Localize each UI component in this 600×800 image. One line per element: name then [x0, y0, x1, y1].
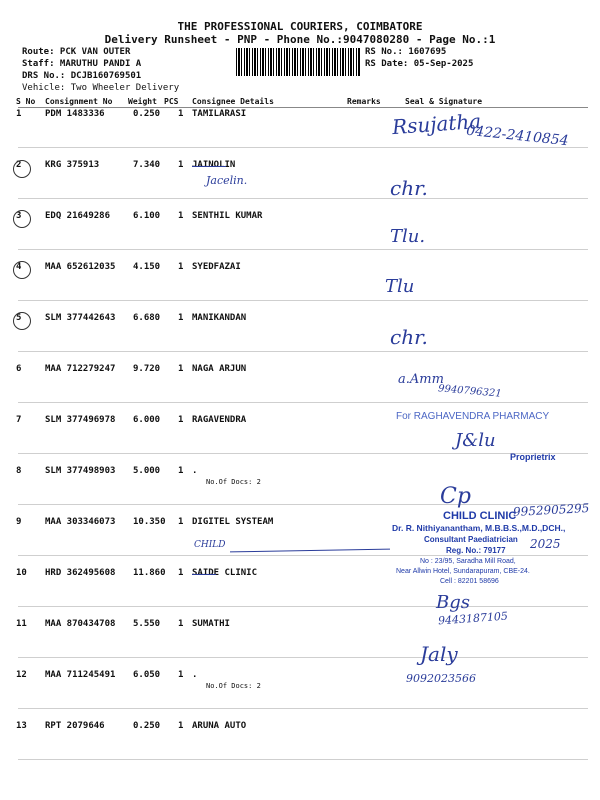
cell-consignment: KRG 375913: [45, 160, 100, 170]
signature-13: Jaly: [420, 642, 458, 666]
cell-consignee: ARUNA AUTO: [192, 721, 247, 731]
runsheet-title: Delivery Runsheet - PNP - Phone No.:9047080280 - Page No.:1: [104, 33, 496, 46]
cell-consignment: MAA 712279247: [45, 364, 116, 374]
cell-consignee: NAGA ARJUN: [192, 364, 247, 374]
col-remarks: Remarks: [347, 97, 381, 106]
cell-sno: 4: [16, 262, 22, 272]
row-rule: [18, 147, 588, 148]
cell-weight: 11.860: [133, 568, 166, 578]
cell-consignee: TAMILARASI: [192, 109, 247, 119]
signature-2: chr.: [390, 176, 428, 200]
doctor-title: Consultant Paediatrician: [424, 535, 518, 544]
cell-consignment: SLM 377442643: [45, 313, 116, 323]
vehicle: Vehicle: Two Wheeler Delivery: [22, 83, 180, 93]
cell-pcs: 1: [178, 262, 184, 272]
circle-mark: [13, 261, 31, 279]
strike-mark: [192, 574, 216, 575]
cell-sno: 7: [16, 415, 22, 425]
circle-mark: [13, 312, 31, 330]
cell-consignment: MAA 652612035: [45, 262, 116, 272]
signature-13-phone: 9092023566: [406, 672, 476, 685]
cell-pcs: 1: [178, 568, 184, 578]
drs-number: DRS No.: DCJB160769501: [22, 71, 142, 81]
header-rule: [18, 107, 588, 108]
clinic-phone: 9952905295: [512, 501, 590, 519]
cell-sno: 9: [16, 517, 22, 527]
cell-consignment: SLM 377498903: [45, 466, 116, 476]
docs-count: No.Of Docs: 2: [206, 478, 261, 486]
cell-consignment: SLM 377496978: [45, 415, 116, 425]
cell-consignee: SENTHIL KUMAR: [192, 211, 263, 221]
cell-pcs: 1: [178, 313, 184, 323]
cell-pcs: 1: [178, 109, 184, 119]
cell-consignment: MAA 870434708: [45, 619, 116, 629]
cell-consignee: .: [192, 670, 198, 680]
signature-11-phone: 9443187105: [437, 609, 509, 628]
cell-pcs: 1: [178, 517, 184, 527]
circle-mark: [13, 210, 31, 228]
cell-sno: 12: [16, 670, 27, 680]
pharmacy-stamp: For RAGHAVENDRA PHARMACY: [396, 411, 550, 422]
row-rule: [18, 657, 588, 658]
cell-sno: 8: [16, 466, 22, 476]
docs-count: No.Of Docs: 2: [206, 682, 261, 690]
pen-stroke: [230, 549, 390, 553]
cell-weight: 4.150: [133, 262, 161, 272]
clinic-date: 2025: [530, 537, 561, 551]
cell-weight: 6.050: [133, 670, 161, 680]
cell-weight: 6.680: [133, 313, 161, 323]
cell-sno: 13: [16, 721, 27, 731]
clinic-stamp: CHILD CLINIC: [443, 510, 517, 522]
signature-5: chr.: [390, 325, 428, 349]
cell-sno: 11: [16, 619, 27, 629]
col-pcs: PCS: [164, 97, 179, 106]
cell-weight: 6.100: [133, 211, 161, 221]
cell-sno: 5: [16, 313, 22, 323]
col-weight: Weight: [128, 97, 157, 106]
cell-sno: 6: [16, 364, 22, 374]
row-rule: [18, 300, 588, 301]
signature-1: Rsujatha: [391, 108, 482, 140]
cell-weight: 0.250: [133, 721, 161, 731]
row-rule: [18, 351, 588, 352]
cell-sno: 3: [16, 211, 22, 221]
clinic-signature: Cp: [440, 484, 471, 509]
rs-number: RS No.: 1607695: [365, 47, 447, 57]
cell-consignee: JAINOLIN: [192, 160, 236, 170]
row10-correction: CHILD: [194, 540, 226, 550]
col-seal: Seal & Signature: [405, 97, 483, 106]
cell-pcs: 1: [178, 619, 184, 629]
clinic-address-1: No : 23/95, Saradha Mill Road,: [420, 558, 516, 565]
cell-weight: 6.000: [133, 415, 161, 425]
signature-6-phone: 9940796321: [437, 383, 502, 400]
cell-pcs: 1: [178, 670, 184, 680]
staff: Staff: MARUTHU PANDI A: [22, 59, 142, 69]
cell-pcs: 1: [178, 466, 184, 476]
row-rule: [18, 606, 588, 607]
cell-consignment: HRD 362495608: [45, 568, 116, 578]
cell-weight: 0.250: [133, 109, 161, 119]
cell-pcs: 1: [178, 211, 184, 221]
signature-1-phone: 0422-2410854: [465, 122, 570, 150]
signature-4: Tlu: [385, 276, 415, 297]
proprietrix: Proprietrix: [510, 452, 556, 462]
cell-sno: 2: [16, 160, 22, 170]
cell-consignee: SAIDE CLINIC: [192, 568, 258, 578]
cell-consignment: EDQ 21649286: [45, 211, 111, 221]
cell-consignee: .: [192, 466, 198, 476]
circle-mark: [13, 160, 31, 178]
row-rule: [18, 198, 588, 199]
rs-date: RS Date: 05-Sep-2025: [365, 59, 474, 69]
barcode: [236, 48, 361, 76]
signature-3: Tlu.: [390, 226, 426, 247]
name-correction-2: Jacelin.: [206, 174, 248, 187]
col-consignment: Consignment No: [45, 97, 113, 106]
doctor-reg: Reg. No.: 79177: [446, 546, 506, 555]
cell-consignee: DIGITEL SYSTEAM: [192, 517, 274, 527]
route: Route: PCK VAN OUTER: [22, 47, 131, 57]
cell-weight: 9.720: [133, 364, 161, 374]
clinic-address-2: Near Allwin Hotel, Sundarapuram, CBE-24.: [396, 568, 530, 575]
cell-consignment: RPT 2079646: [45, 721, 105, 731]
cell-pcs: 1: [178, 721, 184, 731]
cell-weight: 5.000: [133, 466, 161, 476]
cell-consignee: SYEDFAZAI: [192, 262, 241, 272]
row-rule: [18, 504, 588, 505]
cell-weight: 10.350: [133, 517, 166, 527]
pharmacy-signature: J&lu: [455, 430, 496, 451]
cell-consignment: MAA 711245491: [45, 670, 116, 680]
cell-sno: 10: [16, 568, 27, 578]
cell-consignment: PDM 1483336: [45, 109, 105, 119]
cell-consignee: MANIKANDAN: [192, 313, 247, 323]
cell-consignee: SUMATHI: [192, 619, 230, 629]
row-rule: [18, 708, 588, 709]
cell-consignment: MAA 303346073: [45, 517, 116, 527]
signature-11: Bgs: [436, 592, 470, 613]
row-rule: [18, 249, 588, 250]
row-rule: [18, 453, 588, 454]
cell-pcs: 1: [178, 415, 184, 425]
signature-6: a.Amm: [398, 372, 444, 387]
cell-weight: 7.340: [133, 160, 161, 170]
cell-consignee: RAGAVENDRA: [192, 415, 247, 425]
row-rule: [18, 555, 588, 556]
cell-pcs: 1: [178, 160, 184, 170]
company-title: THE PROFESSIONAL COURIERS, COIMBATORE: [177, 20, 423, 33]
row-rule: [18, 402, 588, 403]
cell-weight: 5.550: [133, 619, 161, 629]
col-sno: S No: [16, 97, 36, 106]
doctor-name: Dr. R. Nithiyanantham, M.B.B.S.,M.D.,DCH.,: [392, 523, 566, 533]
cell-pcs: 1: [178, 364, 184, 374]
col-consignee: Consignee Details: [192, 97, 274, 106]
row-rule: [18, 759, 588, 760]
cell-sno: 1: [16, 109, 22, 119]
clinic-cell: Cell : 82201 58696: [440, 578, 499, 585]
strike-mark: [192, 166, 226, 167]
